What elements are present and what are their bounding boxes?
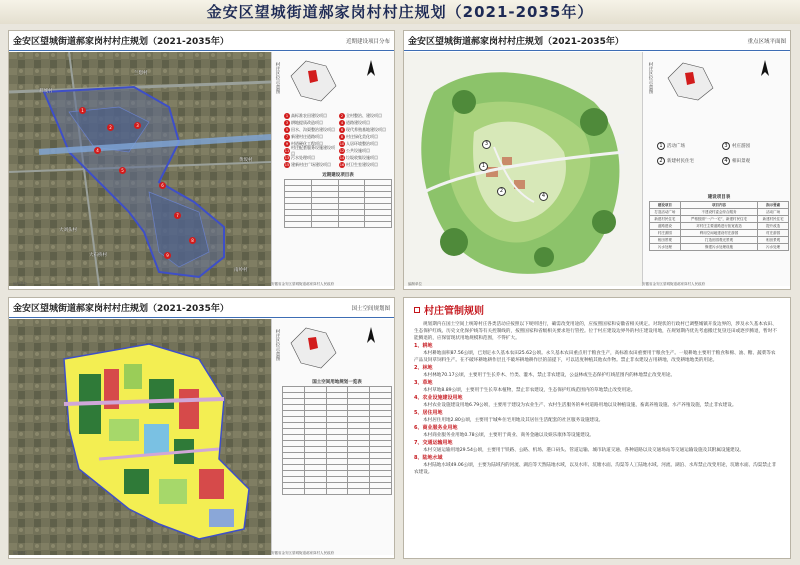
project-map[interactable] [9,52,271,286]
table-row: 打造活动广场 不建设村委会综合服务 活动广场 [650,209,789,216]
panel-project-distribution [8,30,395,290]
table-row: 道路建设 对村庄主要道路进行拓宽改造 提升改造 [650,223,789,230]
pin-legend [657,142,787,164]
rule-heading: 2、林地 [414,365,433,371]
north-arrow-icon [364,58,378,82]
land-use-table-wrap [282,379,392,495]
location-heading: 村庄区位示意图 [275,329,280,361]
project-table-wrap [649,194,789,251]
rule-heading: 6、商业服务业用地 [414,425,458,431]
table-row: 污水处理 修建污水处理设施 污水处理 [650,244,789,251]
project-table [649,201,789,251]
rule-text: 本村居住用地2.80公顷，主要用于城乡住宅用地及其居住生活配套的社区服务设施建设。 [423,418,604,423]
project-table-title: 建设项目表 [707,195,731,200]
rule-text: 本村商业服务业用地0.78公顷，主要用于商业、商务金融以及娱乐康体等设施建设。 [423,433,595,438]
rule-heading: 3、草地 [414,380,433,386]
pin-legend-item: 2 新建村民住宅 [657,157,722,164]
place-label: 黄坂村 [239,158,253,163]
place-label: 大石桥村 [89,253,107,258]
project-pin[interactable]: 6 [159,182,166,189]
project-pin[interactable]: 7 [174,212,181,219]
location-pin-icon[interactable]: 3 [482,140,491,149]
project-pin[interactable]: 9 [164,252,171,259]
north-arrow-icon [364,325,378,349]
footer-org: 安徽省金安区望城街道郝家岗村人民政府 [271,551,334,555]
table-row: 相田景观 打造田园观光景观 相田景观 [650,237,789,244]
page-title: 金安区望城街道郝家岗村村庄规划（2021-2035年） [0,0,800,24]
legend-item: 5 田水、沟渠整治建设项目 [285,126,335,132]
key-area-map[interactable] [404,52,642,286]
footer-unit: 编制单位 [408,282,422,286]
rule-heading: 8、陆地水域 [414,455,443,461]
project-pin[interactable]: 1 [79,107,86,114]
rule-text: 本村农业设施建设用地6.79公顷，主要用于建设为农业生产、农村生活服务的乡村道路用地以及种植设施、畜禽养殖设施、水产养殖设施，禁止非农建设。 [423,403,737,408]
key-area-map-svg [404,52,642,286]
legend-item: 6 现代养殖基地建设项目 [340,126,386,132]
pin-legend-item: 4 相田景观 [722,157,787,164]
rule-text: 本村耕地面积87.56公顷，已划定永久基本农田25.62公顷。永久基本农田重点用于粮食生产，高标准农田重要用于粮食生产。一般耕地主要用于粮食和棉、油、糖、蔬菜等农产品及饲草饲料生产。在不破坏耕地耕作层且不破坏耕地耕作层的前提下，可以适度种植其他农作物。禁止非农建设占用耕地，改变耕地地类的用途。 [414,351,776,363]
panel-header [9,31,394,51]
legend-item: 12 公共设施项目 [339,147,370,153]
legend-item: 7 新建村庄道路项目 [285,133,323,139]
project-pin[interactable]: 5 [119,167,126,174]
place-label: 郝城村 [39,89,53,94]
project-pin[interactable]: 8 [189,237,196,244]
land-use-table-title: 国土空间用地规划一览表 [312,380,362,385]
legend-item: 10 人居环境整治项目 [339,140,378,146]
rule-text: 本村林地70.17公顷，主要用于生长乔木、竹类、灌木，禁止非农建设，公益林或生态保护红线范围内的林地禁止改变用途。 [423,373,676,378]
panel-subtitle: 近期建设项目分布 [345,38,390,45]
legend-table [284,179,392,228]
legend-item: 8 村庄绿化美化项目 [340,133,378,139]
project-pin[interactable]: 4 [94,147,101,154]
location-pin-icon[interactable]: 1 [479,162,488,171]
rule-heading: 1、耕地 [414,343,433,349]
pin-legend-item: 1 活动广场 [657,142,722,149]
rule-text: 本村交通运输用地29.54公顷，主要用于铁路、公路、机场、港口码头、管道运输、城市轨道交通、各种道路以及交通场站等交通运输设施及其附属设施建设。 [423,448,744,453]
panel-land-use-plan [8,297,395,559]
legend-list [284,112,392,228]
footer-unit: 编制单位 [13,551,27,555]
footer-org: 安徽省金安区望城街道郝家岗村人民政府 [642,282,705,286]
panel-control-rules [403,297,791,559]
project-pin[interactable]: 3 [134,122,141,129]
location-map [286,56,341,106]
table-row: 新建村民住宅 严格按照“一户一宅”，新建村民住宅 新建村民住宅 [650,216,789,223]
panel-subtitle: 重点区域平面图 [747,38,786,45]
legend-item: 2 全村整治、建设项目 [340,112,382,118]
legend-item: 15 建新村庄广场建设项目 [284,161,331,167]
location-pin-icon[interactable]: 2 [497,187,506,196]
section-heading: 村庄管制规则 [414,302,780,317]
rule-heading: 5、居住用地 [414,410,443,416]
table-header-row: 建设项目 项目内容 指示要素 [650,202,789,209]
panel-title: 金安区望城街道郝家岗村村庄规划（2021-2035年） [13,304,229,314]
location-pin-icon[interactable]: 4 [539,192,548,201]
panel-title: 金安区望城街道郝家岗村村庄规划（2021-2035年） [13,37,229,47]
panel-title: 金安区望城街道郝家岗村村庄规划（2021-2035年） [408,37,624,47]
legend-item: 1 高标准农田建设项目 [285,112,327,118]
rule-text: 本村陆地水域49.06公顷，主要为陆域内的河流、湖泊等天然陆地水域，以及水库、坑塘水面、沟渠等人工陆地水域。河流、湖泊、水库禁止改变用途，坑塘水面、沟渠禁止非农建设。 [414,463,777,475]
legend-item: 14 垃圾收集设施项目 [339,154,378,160]
location-heading: 村庄区位示意图 [648,62,653,94]
intro-paragraph: 规划期内在国土空间上统筹村庄各类活动应按照以下规则进行，确需改变用途的，应按照国家和安徽省相关规定。对现状的行政村已调整城镇开发边界的，涉及永久基本农田、生态保护红线、历史文化保护线等有关控制线的，按照国家和省级相关要求进行管控。位于村庄建设边界外的村庄建设用地，在规划期内优先考虑搬迁复垦还田或逐步腾退，暂时不能腾退的，应保留现状用地规模和范围，不得扩大。 [414,322,777,341]
panel-header [404,31,790,51]
land-use-table [282,386,392,495]
legend-item: 16 村卫生室建设项目 [339,161,378,167]
place-label: 大刘头村 [59,228,77,233]
north-arrow-icon [758,58,772,82]
legend-item: 4 道路建设项目 [340,119,370,125]
panel-subtitle: 国土空间规划图 [351,305,390,312]
legend-item: 3 耕地提质改造项目 [285,119,323,125]
land-use-map-svg [9,319,271,555]
panel-header [9,298,394,318]
legend-item: 13 污水处理项目 [284,154,315,160]
legend-table-title: 近期建设项目表 [322,173,354,178]
footer-org: 安徽省金安区望城街道郝家岗村人民政府 [271,282,334,286]
location-heading: 村庄区位示意图 [275,62,280,94]
legend-item: 9 村道硬化工程项目 [285,140,323,146]
square-bullet-icon [414,307,420,313]
rule-heading: 4、农业设施建设用地 [414,395,463,401]
rule-heading: 7、交通运输用地 [414,440,453,446]
rule-text: 本村草地8.89公顷，主要用于生长草本植物，禁止非农建设，生态保护红线范围内的草地禁止改变用途。 [423,388,636,393]
project-sidebar [642,52,791,286]
location-map [286,323,341,373]
place-label: 兰想村 [134,71,148,76]
land-use-sidebar [271,319,395,555]
table-row: 村庄游园 利用空闲地建设村庄游园 村庄游园 [650,230,789,237]
footer-unit: 编制单位 [13,282,27,286]
land-use-map[interactable] [9,319,271,555]
legend-sidebar [271,52,395,286]
panel-key-area-plan [403,30,791,290]
location-map [663,58,718,103]
pin-legend-item: 3 村庄游园 [722,142,787,149]
legend-item: 11 村庄配套服务设施建设项目 [284,144,335,156]
place-label: 南岭村 [234,268,248,273]
project-pin[interactable]: 2 [107,124,114,131]
